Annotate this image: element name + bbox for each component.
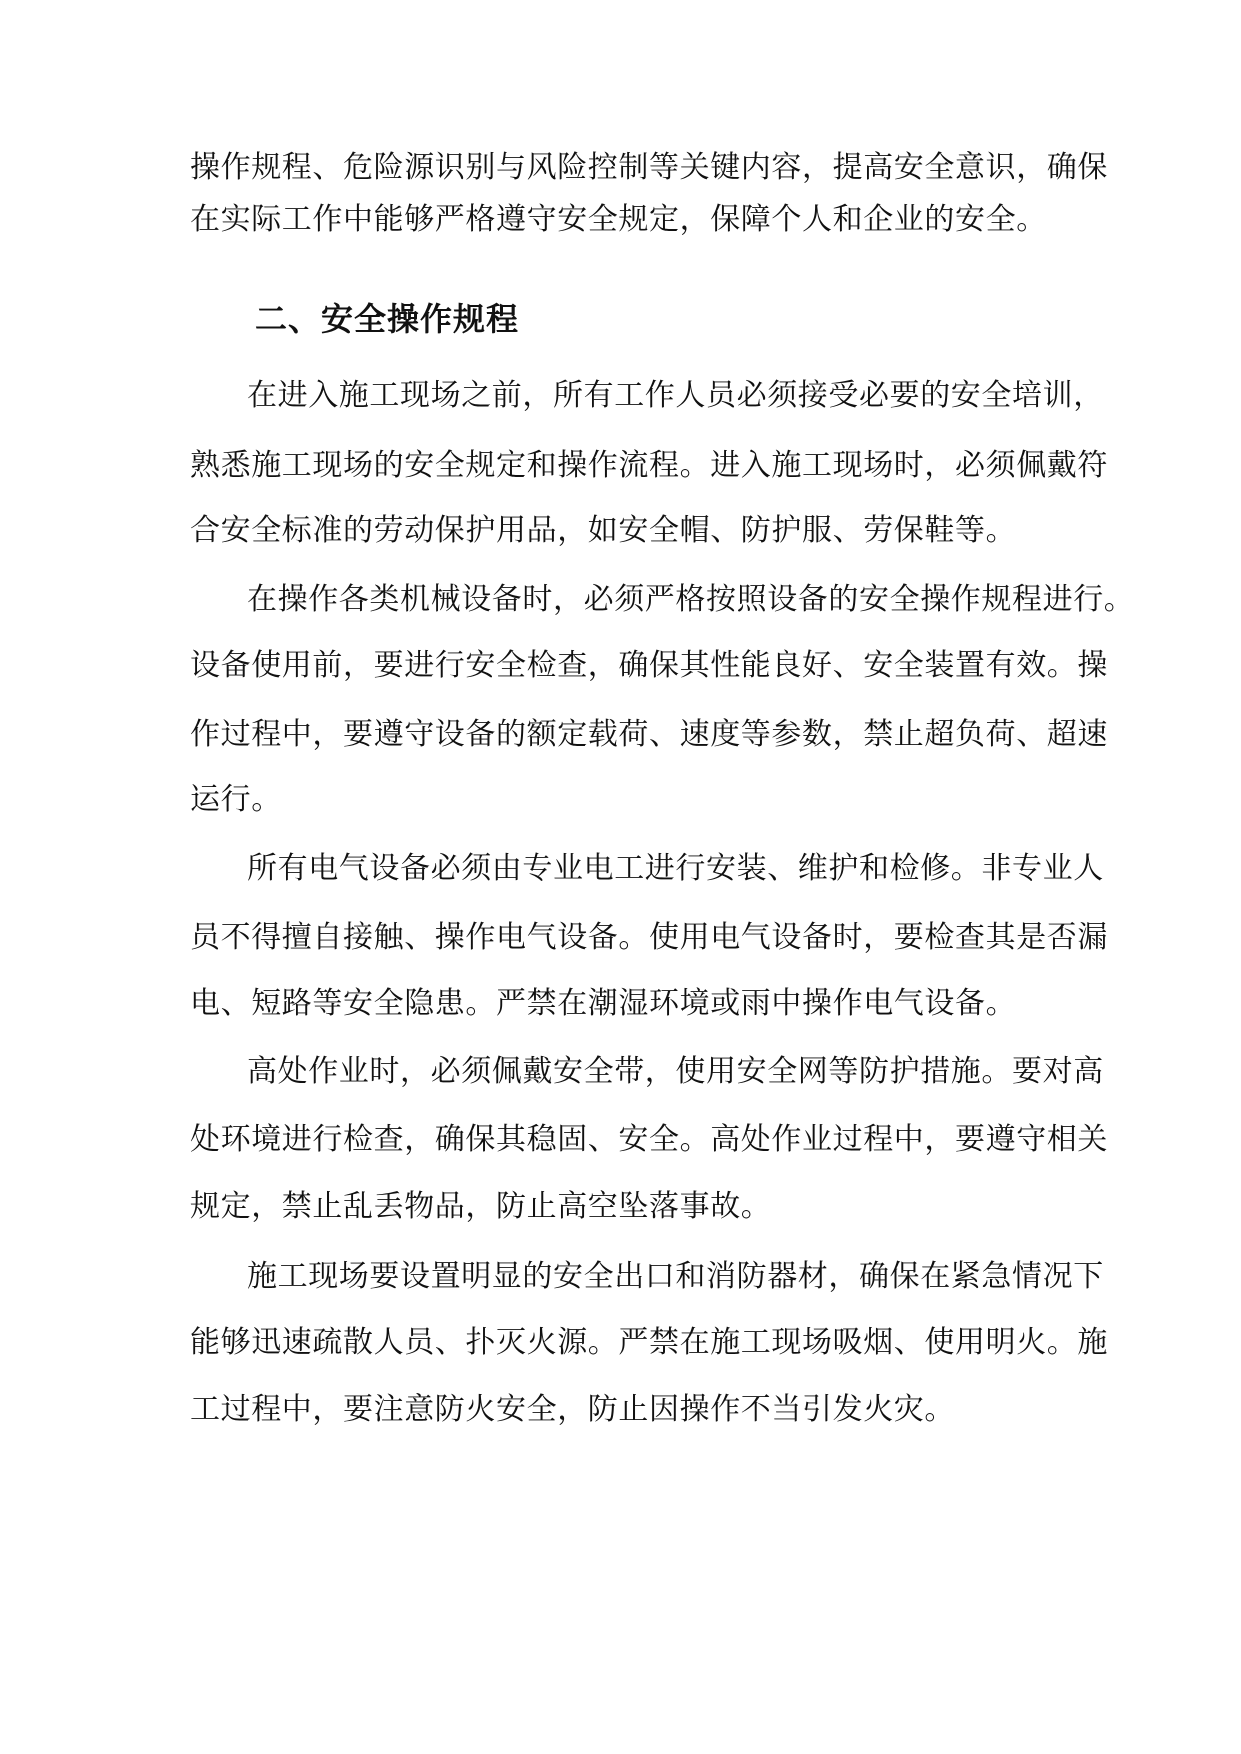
paragraph-line: 合安全标准的劳动保护用品，如安全帽、防护服、劳保鞋等。 bbox=[190, 513, 1017, 548]
paragraph-line: 设备使用前，要进行安全检查，确保其性能良好、安全装置有效。操 bbox=[190, 648, 1108, 683]
paragraph-line: 在进入施工现场之前，所有工作人员必须接受必要的安全培训， bbox=[247, 378, 1104, 413]
paragraph-line: 工过程中，要注意防火安全，防止因操作不当引发火灾。 bbox=[190, 1392, 955, 1427]
paragraph-line: 处环境进行检查，确保其稳固、安全。高处作业过程中，要遵守相关 bbox=[190, 1122, 1108, 1157]
paragraph-line: 熟悉施工现场的安全规定和操作流程。进入施工现场时，必须佩戴符 bbox=[190, 448, 1108, 483]
paragraph-line: 在操作各类机械设备时，必须严格按照设备的安全操作规程进行。 bbox=[247, 582, 1135, 617]
paragraph-line: 高处作业时，必须佩戴安全带，使用安全网等防护措施。要对高 bbox=[247, 1054, 1104, 1089]
paragraph-line: 作过程中，要遵守设备的额定载荷、速度等参数，禁止超负荷、超速 bbox=[190, 717, 1108, 752]
paragraph-line: 施工现场要设置明显的安全出口和消防器材，确保在紧急情况下 bbox=[247, 1259, 1104, 1294]
intro-line: 操作规程、危险源识别与风险控制等关键内容，提高安全意识，确保 bbox=[190, 150, 1108, 185]
paragraph-line: 运行。 bbox=[190, 782, 282, 817]
intro-line: 在实际工作中能够严格遵守安全规定，保障个人和企业的安全。 bbox=[190, 202, 1047, 237]
paragraph-line: 能够迅速疏散人员、扑灭火源。严禁在施工现场吸烟、使用明火。施 bbox=[190, 1325, 1108, 1360]
paragraph-line: 规定，禁止乱丢物品，防止高空坠落事故。 bbox=[190, 1189, 772, 1224]
paragraph-line: 员不得擅自接触、操作电气设备。使用电气设备时，要检查其是否漏 bbox=[190, 920, 1108, 955]
paragraph-line: 电、短路等安全隐患。严禁在潮湿环境或雨中操作电气设备。 bbox=[190, 986, 1017, 1021]
section-heading: 二、安全操作规程 bbox=[255, 300, 520, 338]
paragraph-line: 所有电气设备必须由专业电工进行安装、维护和检修。非专业人 bbox=[247, 851, 1104, 886]
